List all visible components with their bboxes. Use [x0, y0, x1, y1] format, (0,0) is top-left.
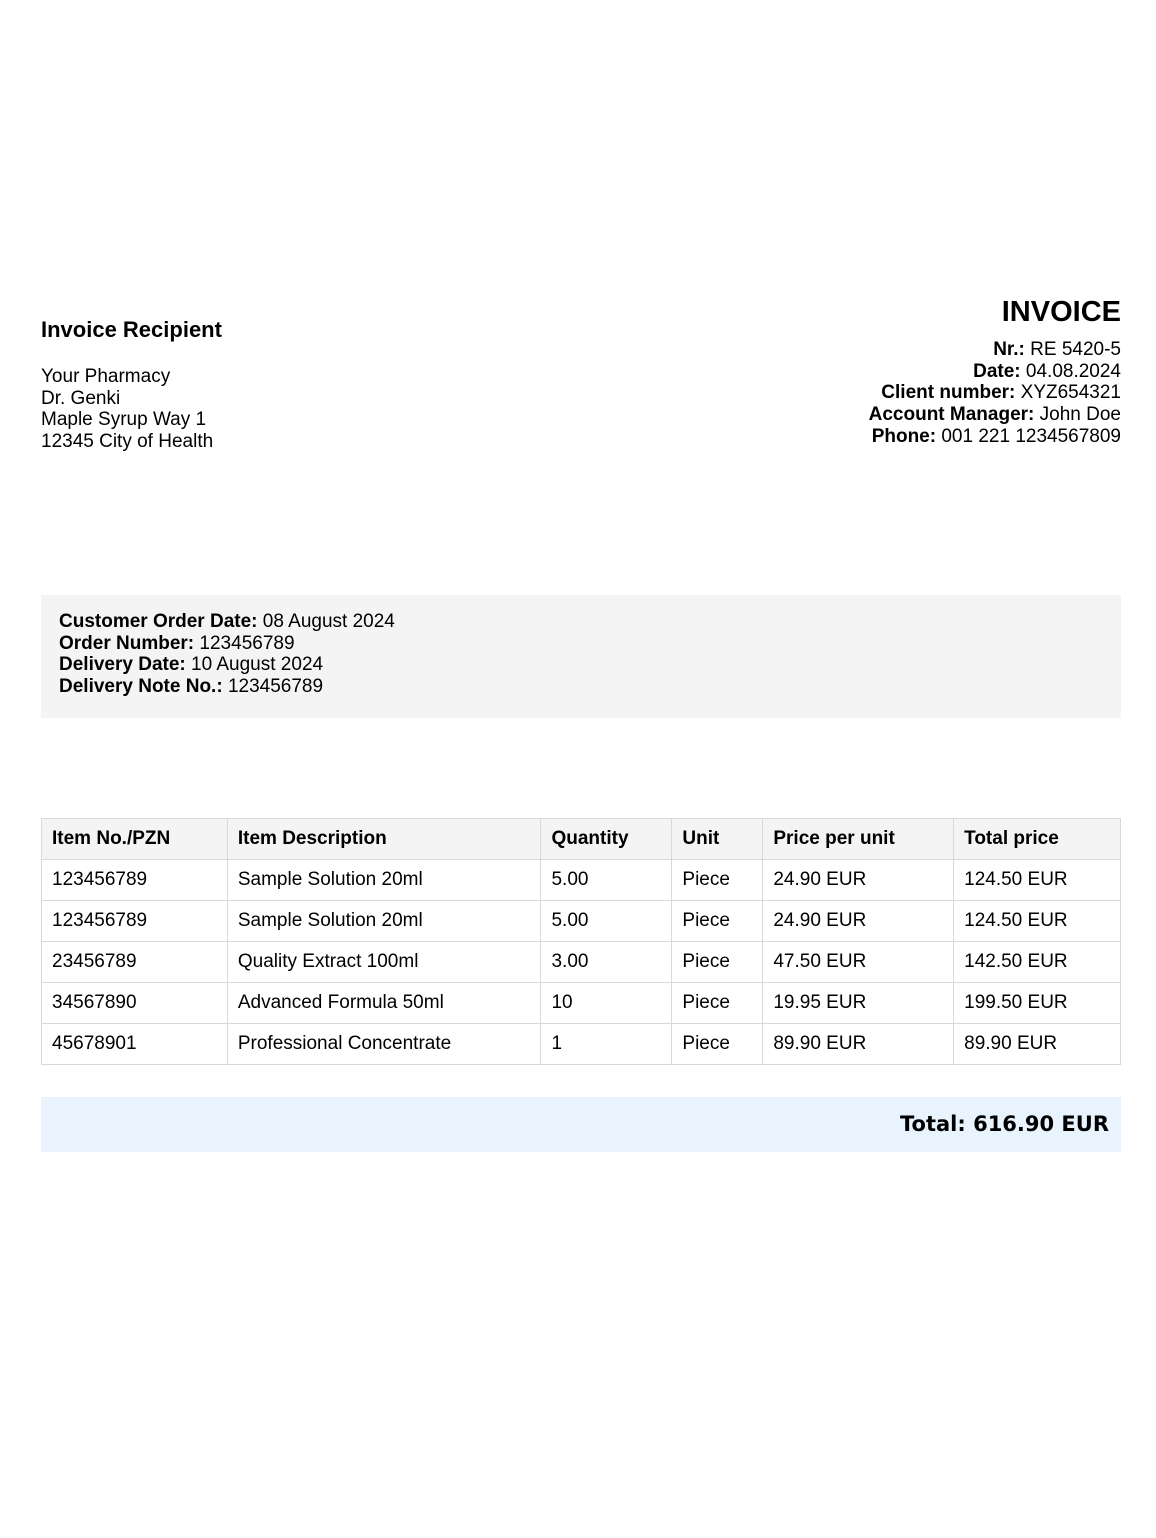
column-header: Total price: [954, 819, 1121, 860]
table-cell: 124.50 EUR: [954, 860, 1121, 901]
meta-value: John Doe: [1039, 404, 1121, 426]
table-cell: 19.95 EUR: [763, 983, 954, 1024]
table-cell: 123456789: [42, 860, 228, 901]
table-cell: 23456789: [42, 942, 228, 983]
table-cell: 47.50 EUR: [763, 942, 954, 983]
table-cell: 89.90 EUR: [763, 1024, 954, 1065]
table-cell: 89.90 EUR: [954, 1024, 1121, 1065]
invoice-date: [869, 361, 1121, 383]
table-cell: Piece: [672, 942, 763, 983]
order-value: 123456789: [199, 632, 295, 654]
order-value: 10 August 2024: [191, 654, 324, 676]
table-cell: Sample Solution 20ml: [227, 901, 541, 942]
order-details: [41, 595, 1121, 718]
invoice-number: [869, 339, 1121, 361]
column-header: Item No./PZN: [42, 819, 228, 860]
table-row: [42, 860, 1121, 901]
table-cell: 5.00: [541, 860, 672, 901]
table-cell: 1: [541, 1024, 672, 1065]
table-cell: 34567890: [42, 983, 228, 1024]
table-row: [42, 1024, 1121, 1065]
table-cell: 3.00: [541, 942, 672, 983]
recipient-city: 12345 City of Health: [41, 431, 214, 453]
table-cell: 24.90 EUR: [763, 860, 954, 901]
order-number: [59, 633, 1103, 655]
table-cell: Piece: [672, 1024, 763, 1065]
table-cell: 199.50 EUR: [954, 983, 1121, 1024]
recipient-contact: Dr. Genki: [41, 387, 121, 409]
table-cell: 124.50 EUR: [954, 901, 1121, 942]
recipient-street: Maple Syrup Way 1: [41, 409, 207, 431]
meta-value: 001 221 1234567809: [941, 425, 1121, 447]
table-cell: Quality Extract 100ml: [227, 942, 541, 983]
table-cell: Sample Solution 20ml: [227, 860, 541, 901]
table-cell: Piece: [672, 983, 763, 1024]
table-cell: Piece: [672, 901, 763, 942]
recipient-title: Invoice Recipient: [41, 317, 222, 342]
column-header: Unit: [672, 819, 763, 860]
column-header: Item Description: [227, 819, 541, 860]
delivery-date: [59, 654, 1103, 676]
meta-label: Client number:: [881, 382, 1016, 404]
table-cell: 24.90 EUR: [763, 901, 954, 942]
delivery-note-number: [59, 676, 1103, 698]
table-row: [42, 983, 1121, 1024]
table-header-row: [42, 819, 1121, 860]
table-cell: 10: [541, 983, 672, 1024]
customer-order-date: [59, 611, 1103, 633]
invoice-header: [869, 294, 1121, 448]
order-label: Delivery Date:: [59, 654, 186, 676]
invoice-recipient: [41, 316, 222, 453]
table-cell: 45678901: [42, 1024, 228, 1065]
invoice-title: INVOICE: [1001, 296, 1121, 328]
meta-label: Date:: [973, 360, 1021, 382]
meta-value: 04.08.2024: [1025, 360, 1121, 382]
order-value: 08 August 2024: [262, 611, 395, 632]
table-row: [42, 901, 1121, 942]
table-cell: Advanced Formula 50ml: [227, 983, 541, 1024]
table-row: [42, 942, 1121, 983]
total-amount: Total: 616.90 EUR: [900, 1112, 1109, 1136]
meta-value: XYZ654321: [1020, 382, 1121, 404]
order-label: Order Number:: [59, 632, 195, 654]
table-cell: Piece: [672, 860, 763, 901]
table-cell: 142.50 EUR: [954, 942, 1121, 983]
phone: [869, 426, 1121, 448]
column-header: Price per unit: [763, 819, 954, 860]
meta-label: Phone:: [871, 425, 937, 447]
meta-label: Nr.:: [993, 339, 1025, 360]
table-cell: 5.00: [541, 901, 672, 942]
order-value: 123456789: [227, 676, 324, 698]
order-label: Customer Order Date:: [59, 611, 258, 632]
column-header: Quantity: [541, 819, 672, 860]
table-cell: 123456789: [42, 901, 228, 942]
account-manager: [869, 404, 1121, 426]
recipient-name: Your Pharmacy: [41, 366, 171, 387]
order-label: Delivery Note No.:: [59, 676, 223, 698]
meta-value: RE 5420-5: [1030, 339, 1121, 360]
items-table: [41, 818, 1121, 1065]
client-number: [869, 382, 1121, 404]
table-cell: Professional Concentrate: [227, 1024, 541, 1065]
meta-label: Account Manager:: [868, 404, 1035, 426]
total-bar: [41, 1097, 1121, 1152]
